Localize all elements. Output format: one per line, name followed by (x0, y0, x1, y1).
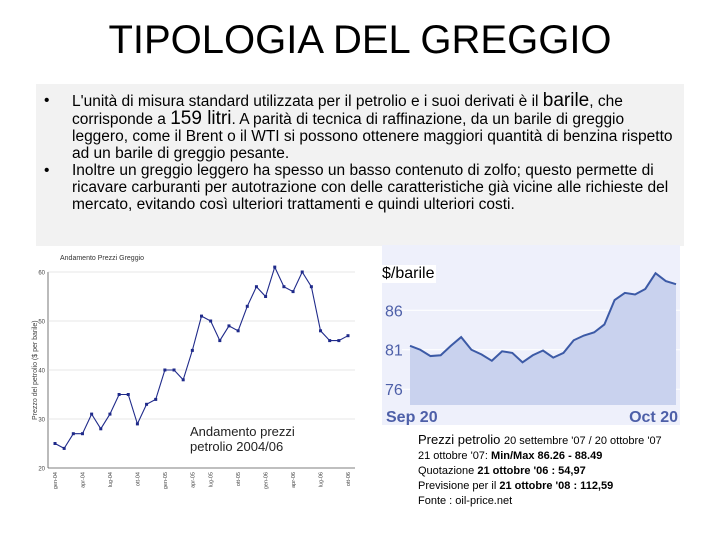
oil-price-chart-2004-06 (30, 250, 360, 500)
left-chart-point (237, 329, 240, 332)
left-chart-xtick-label: lug-06 (318, 472, 325, 488)
caption-forecast-value: 21 ottobre '08 : 112,59 (499, 480, 614, 492)
caption-minmax-value: Min/Max 86.26 - 88.49 (491, 450, 603, 462)
right-chart-ytick-label: 86 (385, 303, 403, 321)
left-chart-point (255, 285, 258, 288)
left-chart-point (319, 329, 322, 332)
caption-line-minmax (418, 449, 718, 464)
left-chart-point (337, 339, 340, 342)
left-chart-xtick-label: ott-04 (135, 472, 142, 487)
left-chart-point (72, 432, 75, 435)
left-chart-xtick-label: lug-04 (107, 472, 114, 488)
left-chart-point (328, 339, 331, 342)
bullet-list (44, 92, 684, 213)
left-chart-xtick-label: apr-05 (190, 472, 197, 488)
bullet1-part2: , che corrisponde a (72, 93, 623, 128)
bullet-dot: • (44, 162, 50, 179)
left-chart-point (292, 290, 295, 293)
bullet1-barile: barile (542, 90, 590, 111)
left-chart-point (173, 369, 176, 372)
caption-line-quote (418, 464, 718, 479)
right-chart-ytick-label: 81 (385, 342, 403, 360)
left-chart-point (200, 315, 203, 318)
left-chart-point (264, 295, 267, 298)
right-chart-xtick-label: Sep 20 (386, 409, 438, 425)
left-chart-point (118, 393, 121, 396)
left-chart-ytick-label: 30 (38, 417, 45, 424)
caption-heading-main: Prezzi petrolio (418, 432, 504, 447)
left-chart-point (81, 432, 84, 435)
bullet2-text: Inoltre un greggio leggero ha spesso un basso contenuto di zolfo; questo permette di ricavare carburanti per autotrazione con delle caratteristiche già vicine alle richieste del mercato, evitando così ulteriori trattamenti e quindi ulteriori costi. (72, 162, 669, 213)
caption-heading-dates: 20 settembre '07 / 20 ottobre '07 (503, 435, 662, 447)
left-chart-point (209, 320, 212, 323)
left-chart-point (54, 442, 57, 445)
left-chart-point (282, 285, 285, 288)
left-chart-title: Andamento Prezzi Greggio (60, 255, 145, 262)
right-chart-caption (418, 432, 718, 509)
left-chart-point (127, 393, 130, 396)
left-chart-xtick-label: gen-04 (53, 472, 59, 490)
left-chart-ytick-label: 50 (38, 319, 45, 326)
left-chart-point (301, 271, 304, 274)
right-chart-ytick-label: 76 (385, 382, 403, 400)
left-chart-ytick-label: 20 (38, 466, 45, 473)
bullet-item-1 (44, 92, 684, 162)
bullet-item-2 (44, 162, 684, 213)
bullet1-part1: L'unità di misura standard utilizzata per il petrolio e i suoi derivati è il (72, 93, 543, 110)
left-chart-point (191, 349, 194, 352)
caption-minmax-label: 21 ottobre '07: (418, 450, 492, 462)
left-chart-point (227, 324, 230, 327)
left-chart-caption: Andamento prezzi petrolio 2004/06 (190, 424, 295, 454)
bullet-dot: • (44, 92, 50, 109)
left-chart-point (163, 369, 166, 372)
left-chart-point (273, 266, 276, 269)
left-chart-xtick-label: apr-04 (80, 472, 87, 488)
left-chart-point (154, 398, 157, 401)
bullet1-litri: 159 litri (170, 108, 232, 129)
left-chart-xtick-label: ott-06 (346, 472, 352, 487)
left-chart-point (182, 378, 185, 381)
left-chart-xtick-label: lug-05 (208, 472, 215, 488)
right-chart-xtick-label: Oct 20 (629, 409, 678, 425)
caption-quote-label: Quotazione (418, 465, 478, 477)
bullet1-part3: . A parità di tecnica di raffinazione, da un barile di greggio leggero, come il Brent o il WTI si possono ottenere maggiori quantità di benzina rispetto ad un barile di greggio pesante. (72, 111, 673, 162)
left-chart-point (347, 334, 350, 337)
slide-title: TIPOLOGIA DEL GREGGIO (108, 18, 612, 62)
left-chart-point (218, 339, 221, 342)
caption-line-forecast (418, 479, 718, 494)
left-chart-point (136, 422, 139, 425)
left-chart-point (310, 285, 313, 288)
left-chart-point (63, 447, 66, 450)
left-chart-ytick-label: 60 (38, 270, 45, 277)
caption-source: Fonte : oil-price.net (418, 495, 513, 507)
left-chart-ylabel: Prezzo del petrolio ($ per barile) (32, 320, 39, 420)
left-chart-xtick-label: ott-05 (236, 472, 243, 487)
right-chart-unit-label: $/barile (382, 265, 435, 282)
caption-heading (418, 432, 718, 449)
left-chart-xtick-label: gen-06 (263, 472, 270, 490)
left-chart-xtick-label: gen-05 (162, 472, 169, 490)
left-chart-ytick-label: 40 (38, 368, 45, 375)
caption-quote-value: 21 ottobre '06 : 54,97 (477, 465, 586, 477)
left-chart-point (90, 413, 93, 416)
left-chart-point (99, 427, 102, 430)
left-chart-xtick-label: apr-06 (291, 472, 298, 488)
left-chart-point (145, 403, 148, 406)
left-chart-point (246, 305, 249, 308)
left-chart-point (108, 413, 111, 416)
caption-forecast-label: Previsione per il (418, 480, 500, 492)
